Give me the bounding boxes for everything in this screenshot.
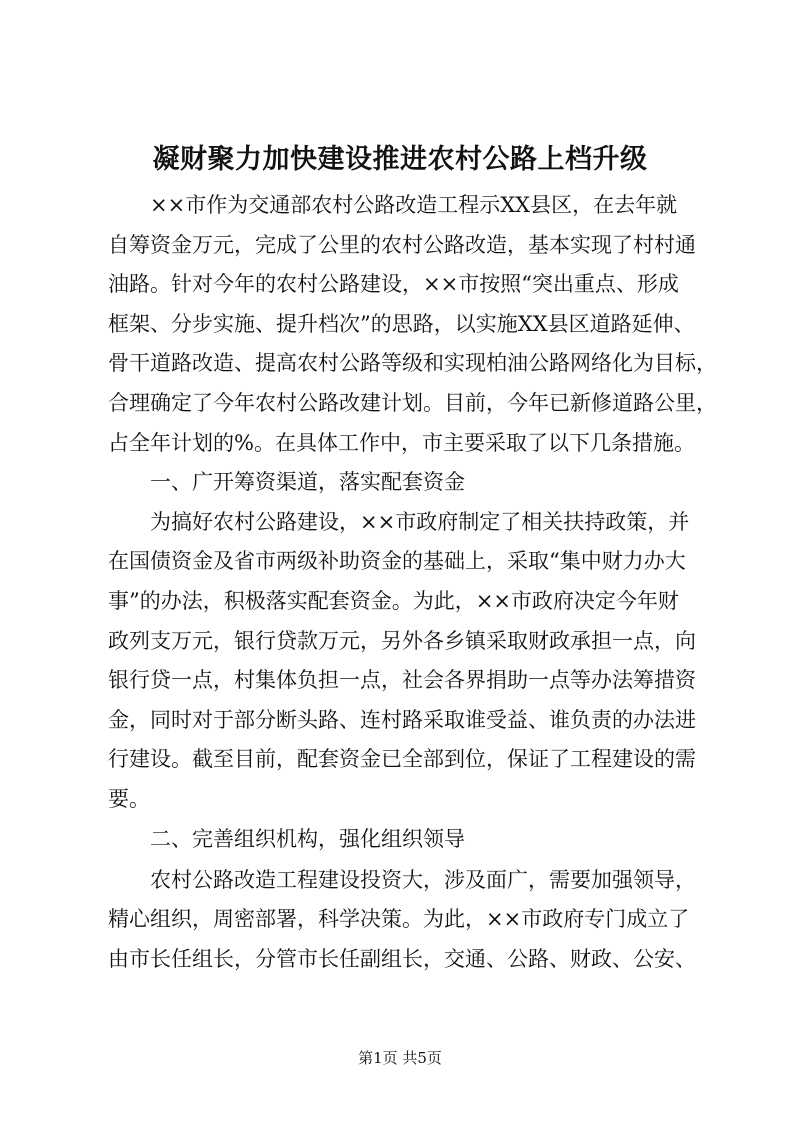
section-heading: 一、广开筹资渠道，落实配套资金 [150, 470, 465, 495]
paragraph-line: 自筹资金万元，完成了公里的农村公路改造，基本实现了村村通 [108, 232, 696, 257]
paragraph-line: 事”的办法，积极落实配套资金。为此，××市政府决定今年财 [108, 588, 679, 613]
paragraph-line: 合理确定了今年农村公路改建计划。目前，今年已新修道路公里， [108, 390, 717, 415]
paragraph-line: ××市作为交通部农村公路改造工程示XX县区，在去年就 [150, 193, 678, 217]
paragraph-line: 精心组织，周密部署，科学决策。为此，××市政府专门成立了 [108, 907, 690, 932]
paragraph-line: 骨干道路改造、提高农村公路等级和实现柏油公路网络化为目标， [108, 351, 717, 376]
paragraph-line: 为搞好农村公路建设，××市政府制定了相关扶持政策，并 [150, 509, 690, 534]
paragraph-line: 行建设。截至目前，配套资金已全部到位，保证了工程建设的需 [108, 747, 696, 772]
paragraph-line: 占全年计划的%。在具体工作中，市主要采取了以下几条措施。 [108, 430, 695, 455]
paragraph-line: 要。 [108, 786, 150, 811]
paragraph-line: 农村公路改造工程建设投资大，涉及面广，需要加强领导， [150, 867, 696, 892]
page-number-footer: 第1页 共5页 [358, 1049, 442, 1067]
paragraph-line: 银行贷一点，村集体负担一点，社会各界捐助一点等办法筹措资 [108, 668, 696, 693]
paragraph-line: 政列支万元，银行贷款万元，另外各乡镇采取财政承担一点，向 [108, 628, 696, 653]
paragraph-line: 框架、分步实施、提升档次”的思路，以实施XX县区道路延伸、 [108, 311, 695, 336]
document-title: 凝财聚力加快建设推进农村公路上档升级 [152, 144, 648, 175]
paragraph-line: 金，同时对于部分断头路、连村路采取谁受益、谁负责的办法进 [108, 707, 696, 732]
paragraph-line: 油路。针对今年的农村公路建设，××市按照“突出重点、形成 [108, 272, 679, 297]
document-body [108, 186, 718, 979]
paragraph-line: 在国债资金及省市两级补助资金的基础上，采取“集中财力办大 [108, 549, 686, 574]
paragraph-line: 由市长任组长，分管市长任副组长，交通、公路、财政、公安、 [108, 946, 696, 971]
section-heading: 二、完善组织机构，强化组织领导 [150, 827, 465, 852]
